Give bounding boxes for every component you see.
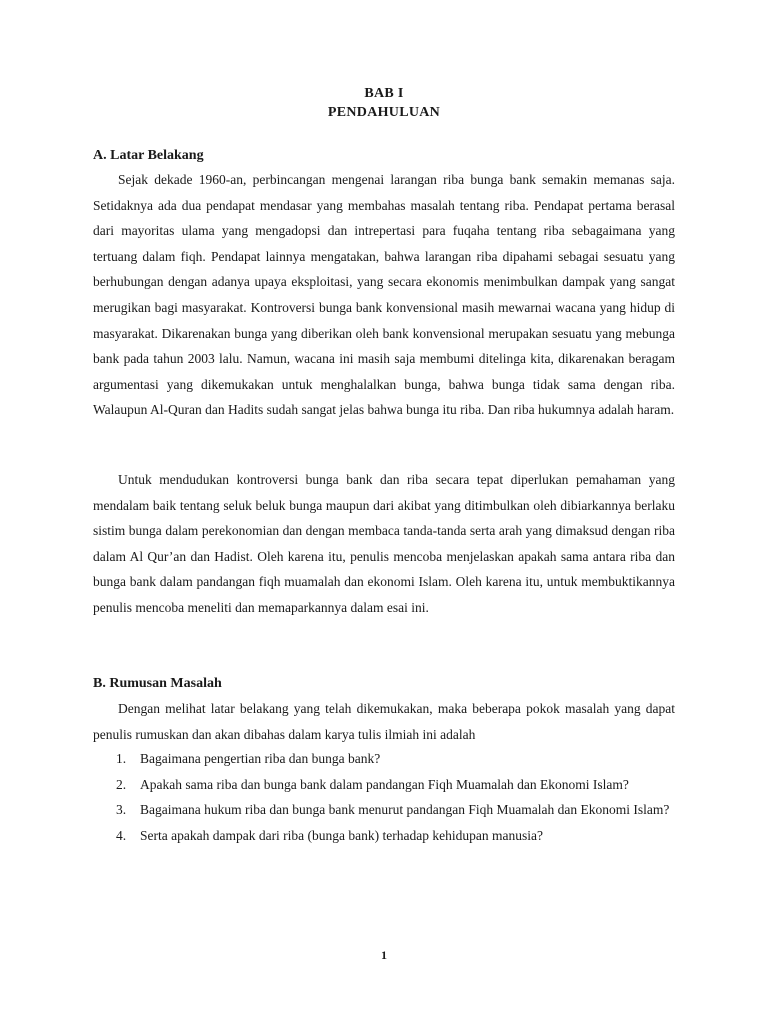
chapter-label: BAB I — [364, 86, 404, 101]
list-item-text: Bagaimana hukum riba dan bunga bank menurut pandangan Fiqh Muamalah dan Ekonomi Islam? — [140, 802, 670, 818]
list-item-number: 4. — [116, 827, 127, 843]
chapter-title: PENDAHULUAN — [327, 105, 441, 120]
page-number: 1 — [381, 948, 387, 962]
list-item — [93, 797, 675, 823]
background-paragraph-1: Sejak dekade 1960-an, perbincangan mengenai larangan riba bunga bank semakin memanas saja. Setidaknya ada dua pendapat mendasar yang membahas masalah tentang riba. Pendapat pertama berasal dari mayoritas ulama yang mengadopsi dan intrepertasi para fuqaha tentang riba sebagaimana yang tertuang dalam fiqh. Pendapat lainnya mengatakan, bahwa larangan riba dipahami sebagai sesuatu yang berhubungan dengan adanya upaya eksploitasi, yang secara ekonomis menimbulkan dampak yang sangat merugikan bagi masyarakat. Kontroversi bunga bank konvensional masih mewarnai wacana yang hidup di masyarakat. Dikarenakan bunga yang diberikan oleh bank konvensional merupakan sesuatu yang mebunga bank pada tahun 2003 lalu. Namun, wacana ini masih saja membumi ditelinga kita, dikarenakan beragam argumentasi yang dikemukakan untuk menghalalkan bunga, bahwa bunga tidak sama dengan riba. Walaupun Al-Quran dan Hadits sudah sangat jelas bahwa bunga itu riba. Dan riba hukumnya adalah haram. — [93, 172, 675, 418]
list-item — [93, 772, 675, 798]
list-item-number: 3. — [116, 802, 127, 818]
list-item-text: Bagaimana pengertian riba dan bunga bank? — [140, 751, 381, 766]
list-item-text: Serta apakah dampak dari riba (bunga bank) terhadap kehidupan manusia? — [140, 827, 543, 843]
list-item — [93, 823, 675, 849]
problem-intro-paragraph: Dengan melihat latar belakang yang telah dikemukakan, maka beberapa pokok masalah yang dapat penulis rumuskan dan akan dibahas dalam karya tulis ilmiah ini adalah — [93, 701, 675, 742]
list-item — [93, 746, 675, 772]
list-item-text: Apakah sama riba dan bunga bank dalam pandangan Fiqh Muamalah dan Ekonomi Islam? — [140, 776, 629, 792]
section-a-title: A. Latar Belakang — [93, 148, 204, 163]
problem-list — [93, 746, 675, 848]
section-b-title: B. Rumusan Masalah — [93, 676, 222, 691]
list-item-number: 1. — [116, 751, 127, 766]
background-paragraph-2: Untuk mendudukan kontroversi bunga bank dan riba secara tepat diperlukan pemahaman yang mendalam baik tentang seluk beluk bunga maupun dari akibat yang ditimbulkan oleh dibiarkannya berlaku sistim bunga dalam perekonomian dan dengan membaca tanda-tanda serta arah yang dimaksud dengan riba dalam Al Qur’an dan Hadist. Oleh karena itu, penulis mencoba menjelaskan apakah sama antara riba dan bunga bank dalam pandangan fiqh muamalah dan ekonomi Islam. Oleh karena itu, untuk membuktikannya penulis mencoba meneliti dan memaparkannya dalam esai ini. — [93, 472, 675, 615]
list-item-number: 2. — [116, 776, 127, 792]
